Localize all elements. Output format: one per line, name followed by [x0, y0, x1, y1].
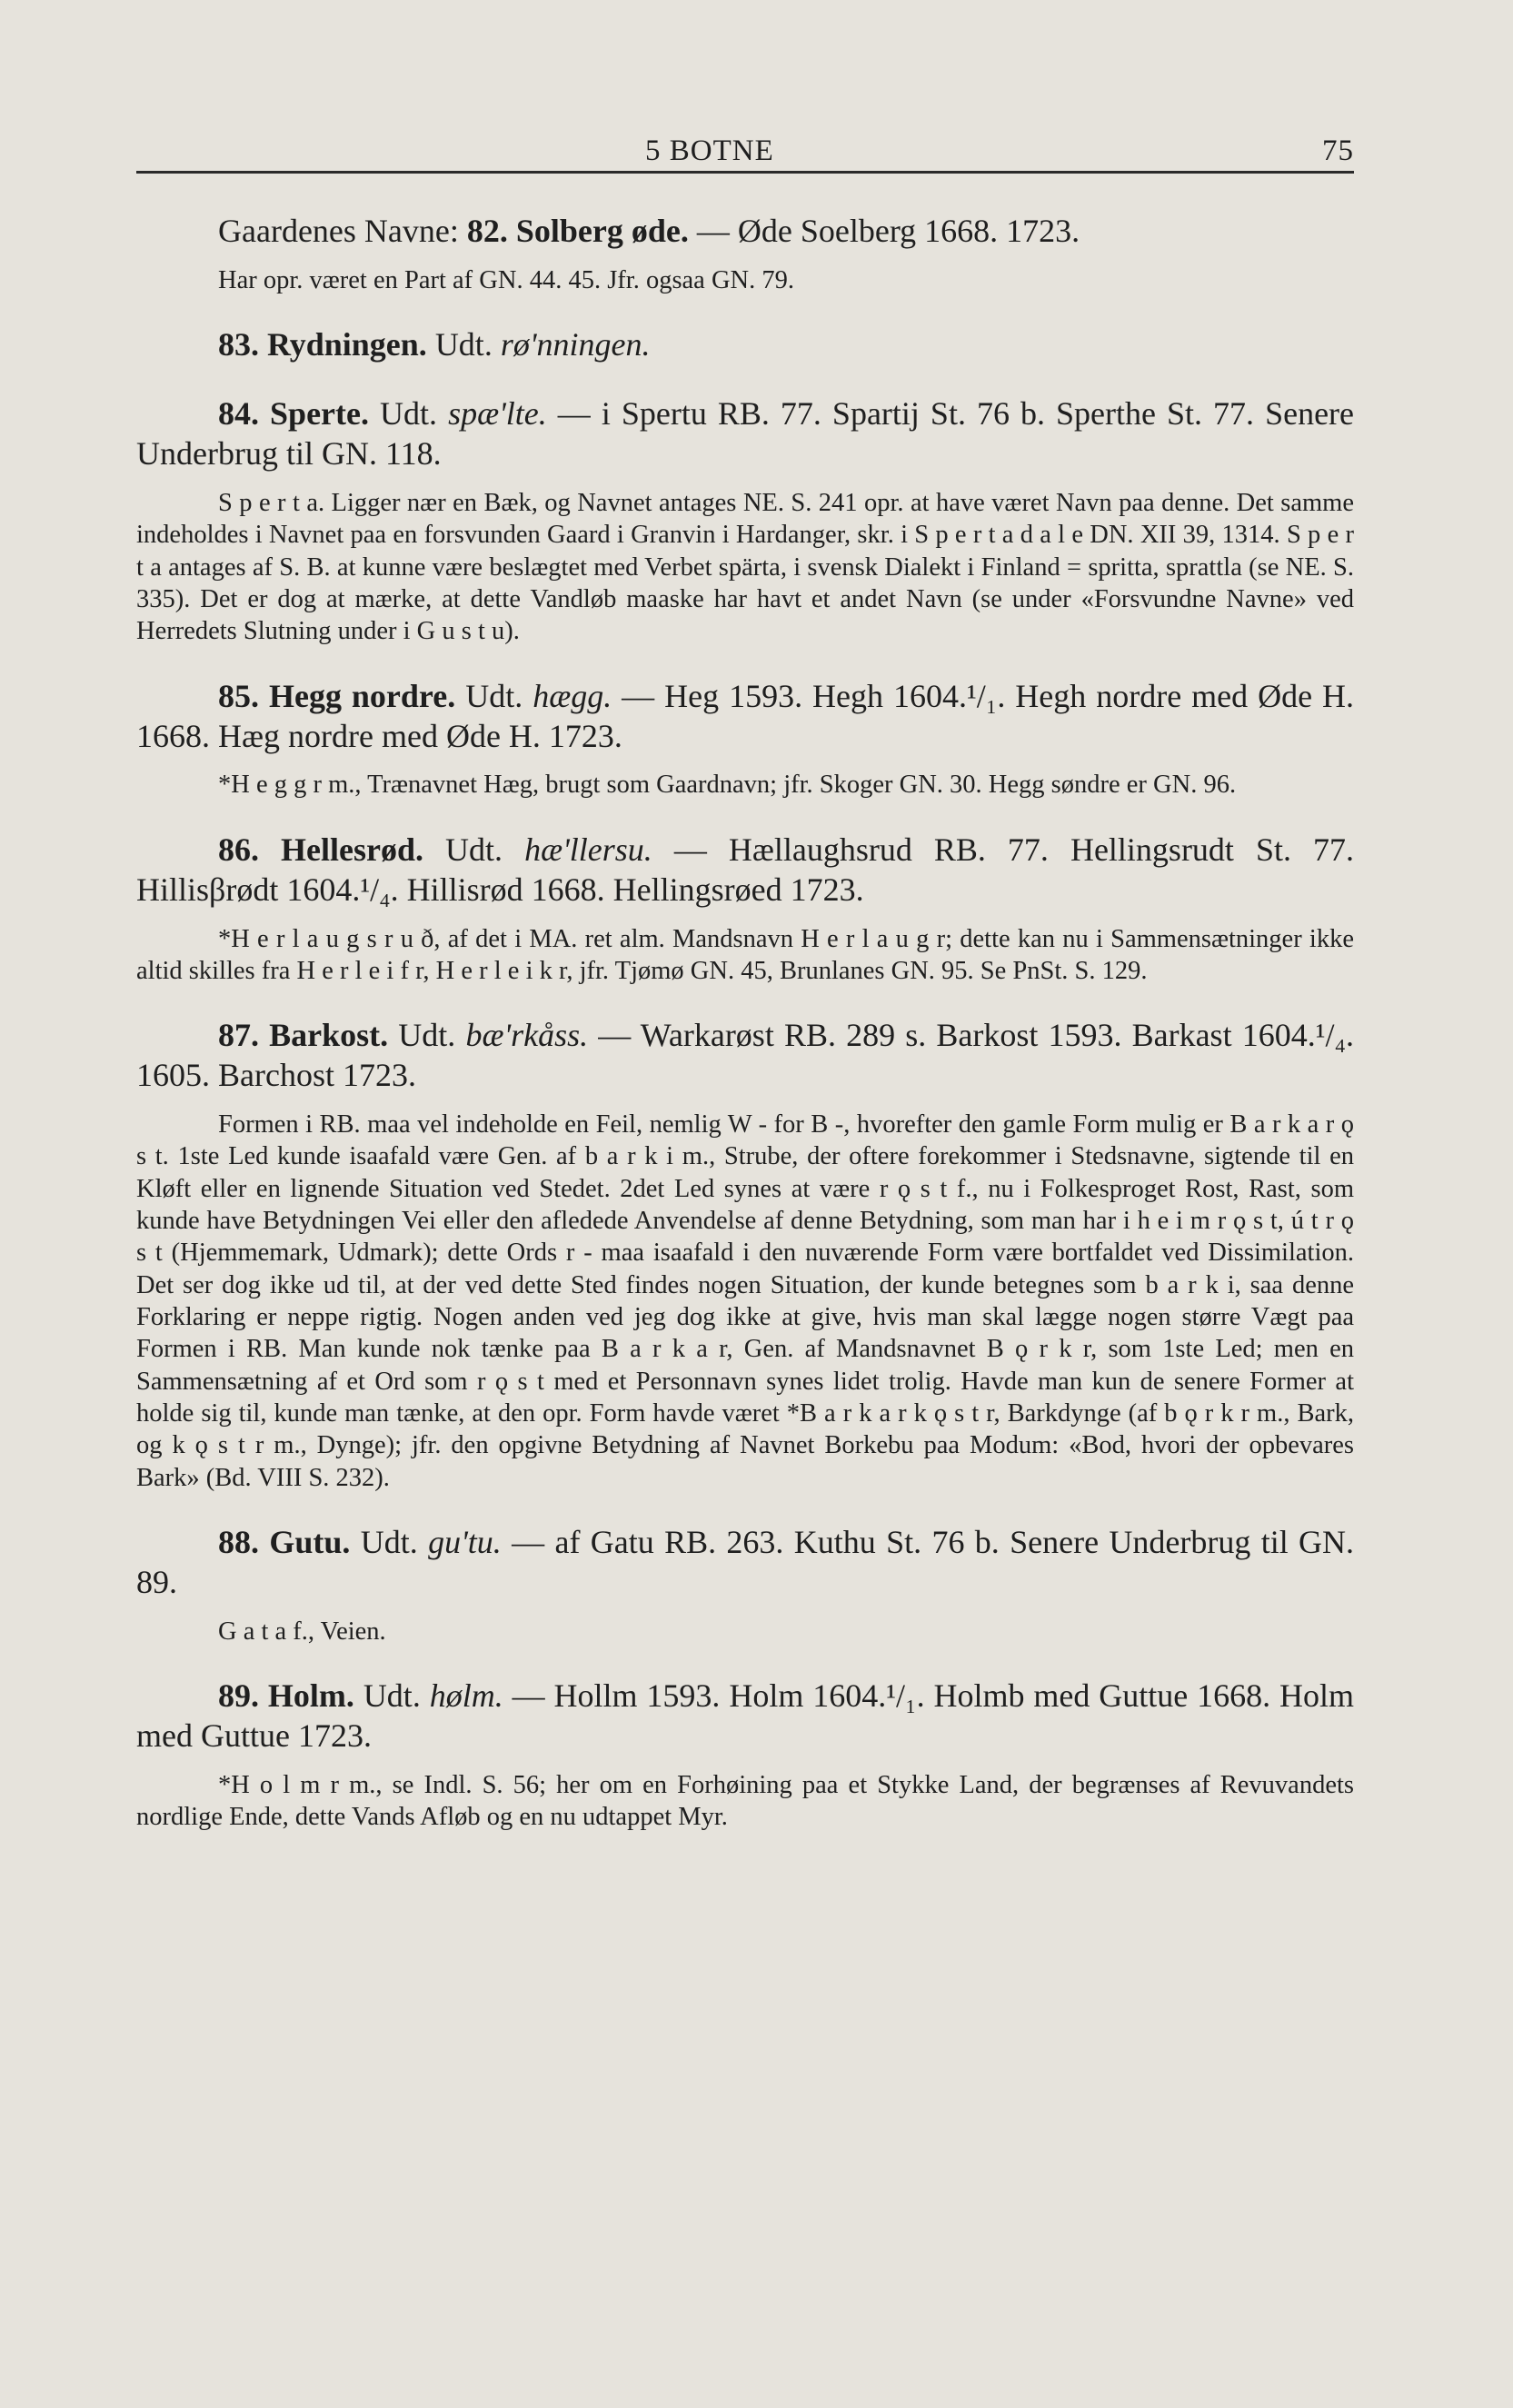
farm-name: Gutu.	[269, 1523, 351, 1560]
entry-83	[136, 325, 1354, 365]
historical-forms: — Hællaughsrud RB. 77. Hellingsrudt St. 77. Hillisβrødt 1604.¹/₄. Hillisrød 1668. Hellingsrøed 1723.	[136, 831, 1355, 908]
pronunciation: gu'tu.	[428, 1523, 502, 1560]
pronunciation-label: Udt.	[434, 326, 493, 363]
entry-note: Formen i RB. maa vel indeholde en Feil, nemlig W - for B -, hvorefter den gamle Form mulig er B a r k a r ǫ s t. 1ste Led kunde isaafald være Gen. af b a r k i m., Strube, der oftere forekommer i Stedsnavne, sigtende til en Kløft eller en lignende Situation ved Stedet. 2det Led synes at være r ǫ s t f., nu i Folkesproget Rost, Rast, som kunde have Betydningen Vei eller den afledede Anvendelse af denne Betydning, som man har i h e i m r ǫ s t, ú t r ǫ s t (Hjemmemark, Udmark); dette Ords r - maa isaafald i den nuværende Form være bortfaldet ved Dissimilation. Det ser dog ikke ud til, at der ved dette Sted findes nogen Situation, der kunde betegnes som b a r k i, saa denne Forklaring er neppe rigtig. Nogen anden ved jeg dog ikke at give, hvis man skal lægge nogen større Vægt paa Formen i RB. Man kunde nok tænke paa B a r k a r, Gen. af Mandsnavnet B ǫ r k r, som 1ste Led; men en Sammensætning af et Ord som r ǫ s t med et Personnavn synes lidet trolig. Havde man kun de senere Former at holde sig til, kunde man tænke, at den opr. Form havde været *B a r k a r k ǫ s t r, Barkdynge (af b ǫ r k r m., Bark, og k ǫ s t r m., Dynge); jfr. den opgivne Betydning af Navnet Borkebu paa Modum: «Bod, hvori der opbevares Bark» (Bd. VIII S. 232).	[136, 1110, 1354, 1492]
entry-85	[136, 677, 1354, 801]
entry-heading	[136, 1016, 1354, 1096]
pronunciation-label: Udt.	[445, 831, 503, 868]
entry-number: 88.	[218, 1523, 259, 1560]
pronunciation: hølm.	[429, 1677, 503, 1715]
entry-87	[136, 1016, 1354, 1494]
entry-note: *H e r l a u g s r u ð, af det i MA. ret alm. Mandsnavn H e r l a u g r; dette kan nu i Sammensætninger ikke altid skilles fra H e r l e i f r, H e r l e i k r, jfr. Tjømø GN. 45, Brunlanes GN. 95. Se PnSt. S. 129.	[136, 924, 1354, 985]
running-head-title: 5 BOTNE	[645, 134, 774, 167]
entry-heading	[136, 325, 1354, 365]
pronunciation: hægg.	[533, 677, 612, 714]
entry-86	[136, 831, 1354, 987]
entry-number: 85.	[218, 677, 259, 714]
historical-forms: — af Gatu RB. 263. Kuthu St. 76 b. Senere Underbrug til GN. 89.	[136, 1523, 1355, 1600]
pronunciation: bæ'rkåss.	[465, 1017, 589, 1054]
pronunciation: spæ'lte.	[448, 395, 547, 433]
running-head	[136, 127, 1354, 169]
pronunciation-label: Udt.	[380, 395, 438, 433]
entry-84	[136, 394, 1354, 647]
farm-name: Hegg nordre.	[268, 677, 456, 714]
entry-note: G a t a f., Veien.	[218, 1617, 386, 1646]
farm-name: Sperte.	[270, 395, 369, 433]
farm-name: Barkost.	[269, 1017, 389, 1054]
pronunciation: rø'nningen.	[500, 326, 651, 363]
farm-name: Rydningen.	[267, 326, 427, 363]
section-intro: Gaardenes Navne:	[218, 213, 459, 249]
historical-forms: — Heg 1593. Hegh 1604.¹/₁. Hegh nordre med Øde H. 1668. Hæg nordre med Øde H. 1723.	[136, 677, 1355, 754]
entry-number: 89.	[218, 1677, 259, 1715]
pronunciation-label: Udt.	[360, 1523, 418, 1560]
entry-89	[136, 1677, 1354, 1833]
pronunciation: hæ'llersu.	[524, 831, 652, 868]
historical-forms: — Hollm 1593. Holm 1604.¹/₁. Holmb med Guttue 1668. Holm med Guttue 1723.	[136, 1677, 1355, 1754]
entry-note: *H o l m r m., se Indl. S. 56; her om en Forhøining paa et Stykke Land, der begrænses af Revuvandets nordlige Ende, dette Vands Afløb og en nu udtappet Myr.	[136, 1770, 1354, 1832]
historical-forms: — i Spertu RB. 77. Spartij St. 76 b. Sperthe St. 77. Senere Underbrug til GN. 118.	[136, 395, 1355, 473]
pronunciation-label: Udt.	[465, 677, 523, 714]
farm-name: Solberg øde.	[515, 213, 689, 249]
page	[136, 127, 1354, 1863]
historical-forms: — Warkarøst RB. 289 s. Barkost 1593. Barkast 1604.¹/₄. 1605. Barchost 1723.	[136, 1017, 1355, 1094]
entry-heading	[136, 831, 1354, 910]
entry-heading	[136, 677, 1354, 757]
entry-number: 83.	[218, 326, 259, 363]
entry-heading	[136, 394, 1354, 474]
header-rule	[136, 171, 1354, 174]
page-number: 75	[1322, 134, 1354, 167]
entry-note: S p e r t a. Ligger nær en Bæk, og Navnet antages NE. S. 241 opr. at have været Navn paa denne. Det samme indeholdes i Navnet paa en forsvunden Gaard i Granvin i Hardanger, skr. i S p e r t a d a l e DN. XII 39, 1314. S p e r t a antages af S. B. at kunne være beslægtet med Verbet spärta, i svensk Dialekt i Finland = spritta, sprattla (se NE. S. 335). Det er dog at mærke, at dette Vandløb maaske har havt et andet Navn (se under «Forsvundne Navne» ved Herredets Slutning under i G u s t u).	[136, 488, 1354, 646]
entry-heading	[136, 1523, 1354, 1603]
entry-number: 87.	[218, 1017, 259, 1054]
entry-heading	[136, 212, 1354, 252]
entry-number: 84.	[218, 395, 259, 433]
entry-note: Har opr. været en Part af GN. 44. 45. Jfr. ogsaa GN. 79.	[218, 265, 794, 294]
entry-number: 86.	[218, 831, 259, 868]
entry-number: 82.	[466, 213, 508, 249]
farm-name: Holm.	[267, 1677, 354, 1715]
entry-heading	[136, 1677, 1354, 1756]
entry-note: *H e g g r m., Trænavnet Hæg, brugt som Gaardnavn; jfr. Skoger GN. 30. Hegg søndre er GN. 96.	[218, 771, 1237, 800]
farm-name: Hellesrød.	[281, 831, 424, 868]
historical-forms: — Øde Soelberg 1668. 1723.	[696, 213, 1080, 249]
pronunciation-label: Udt.	[363, 1677, 421, 1715]
entry-82	[136, 212, 1354, 296]
pronunciation-label: Udt.	[398, 1017, 456, 1054]
entry-88	[136, 1523, 1354, 1647]
